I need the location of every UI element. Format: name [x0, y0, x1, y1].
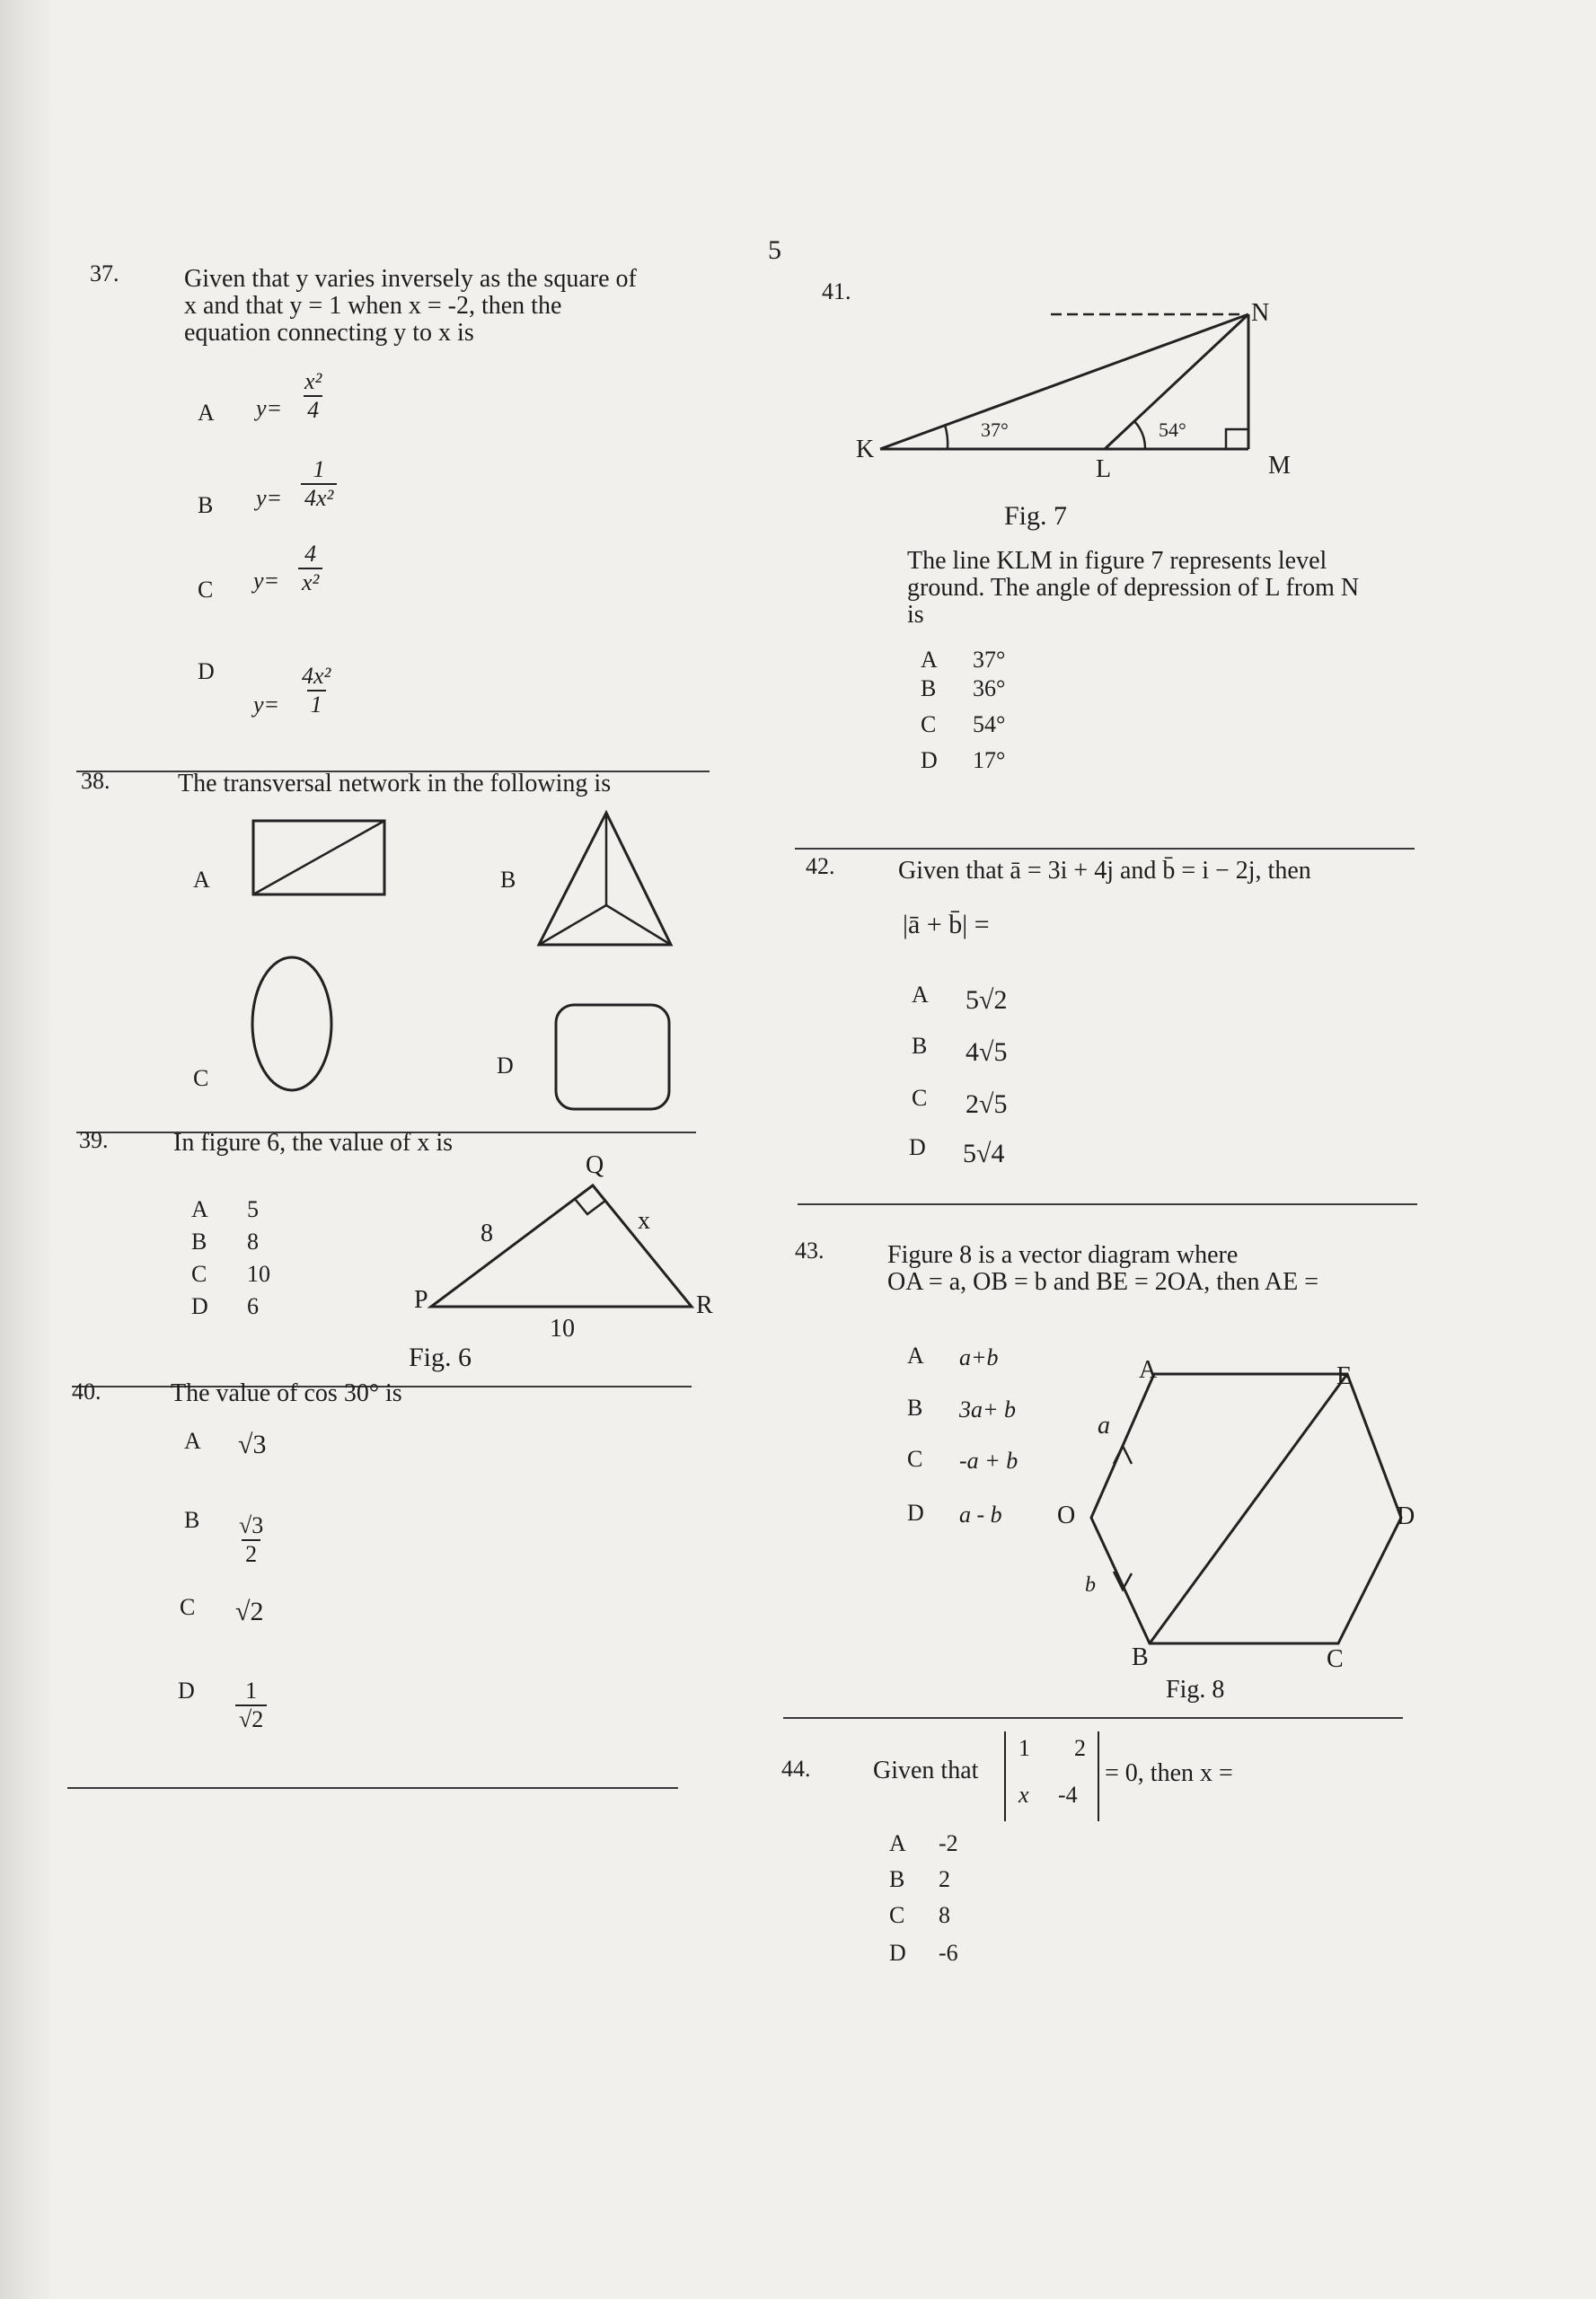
q37-option-b-prefix: y= [256, 485, 283, 511]
fig7-angle-k: 37° [981, 418, 1009, 441]
q38-option-c-letter: C [193, 1065, 209, 1091]
fig6-label-p: P [414, 1286, 428, 1314]
q43-option-b-value: 3a+ b [959, 1396, 1017, 1423]
q44-option-d-value: -6 [939, 1940, 958, 1966]
q38-option-c-ellipse-figure [247, 952, 337, 1096]
fig6-label-r: R [696, 1291, 713, 1319]
question-41-stem-line2: ground. The angle of depression of L from N [907, 574, 1360, 602]
fig8-label-o: O [1057, 1502, 1076, 1529]
figure-7-triangle [867, 296, 1289, 467]
fig8-vector-b: b [1085, 1573, 1096, 1597]
question-44-number: 44. [781, 1756, 811, 1782]
fig7-label-m: M [1268, 452, 1291, 480]
q37-option-c-prefix: y= [253, 568, 280, 594]
q44-option-d-letter: D [889, 1940, 906, 1966]
q43-option-a-value: a+b [959, 1344, 999, 1370]
question-44-stem-prefix: Given that [873, 1757, 979, 1784]
q40-option-c-letter: C [180, 1594, 196, 1620]
q40-option-d-denominator: √2 [235, 1704, 267, 1733]
divider-41-42 [795, 848, 1415, 850]
q40-option-b-numerator: √3 [239, 1512, 264, 1538]
q44-determinant [1004, 1731, 1099, 1821]
q37-option-d-numerator: 4x² [302, 663, 331, 689]
q44-option-a-value: -2 [939, 1830, 958, 1856]
q43-option-d-value: a - b [959, 1502, 1002, 1528]
question-41-stem-line3: is [907, 601, 924, 629]
q37-option-c-fraction [298, 541, 322, 596]
q39-option-c-value: 10 [247, 1261, 270, 1287]
q42-option-d-value: 5√4 [963, 1139, 1005, 1168]
q43-option-d-letter: D [907, 1500, 924, 1526]
q41-option-a-letter: A [921, 647, 938, 673]
q37-option-c-denominator: x² [298, 568, 322, 596]
question-39-number: 39. [79, 1127, 109, 1153]
divider-42-43 [798, 1203, 1417, 1205]
divider-43-44 [783, 1717, 1403, 1719]
q42-option-b-value: 4√5 [966, 1037, 1008, 1067]
question-37-stem-line2: x and that y = 1 when x = -2, then the [184, 292, 562, 320]
fig8-label-b: B [1132, 1643, 1149, 1671]
q40-option-d-letter: D [178, 1678, 195, 1704]
fig7-label-l: L [1096, 455, 1112, 483]
q40-option-a-value: √3 [238, 1430, 267, 1459]
q38-option-b-letter: B [500, 867, 516, 893]
question-37-stem-line1: Given that y varies inversely as the square of [184, 265, 637, 293]
question-39-stem: In figure 6, the value of x is [173, 1129, 454, 1157]
question-42-number: 42. [806, 853, 835, 879]
fig6-side-pq: 8 [481, 1220, 493, 1247]
q37-option-a-prefix: y= [256, 395, 283, 421]
q37-option-a-fraction [301, 368, 325, 424]
q44-option-b-value: 2 [939, 1866, 950, 1892]
q44-matrix-r2c2: -4 [1058, 1782, 1078, 1808]
q37-option-c-letter: C [198, 577, 214, 603]
q42-option-a-value: 5√2 [966, 985, 1008, 1015]
q41-option-d-value: 17° [973, 747, 1006, 773]
q42-option-c-letter: C [912, 1085, 928, 1111]
q37-option-b-denominator: 4x² [301, 483, 337, 512]
q40-option-b-letter: B [184, 1507, 200, 1533]
fig6-label-q: Q [586, 1151, 604, 1179]
q42-option-c-value: 2√5 [966, 1089, 1008, 1119]
question-42-stem: Given that ā = 3i + 4j and b̄ = i − 2j, then [898, 857, 1311, 885]
q43-option-a-letter: A [907, 1343, 924, 1369]
question-38-number: 38. [81, 768, 110, 794]
q39-option-b-letter: B [191, 1229, 207, 1255]
question-42-expression: |ā + b̄| = [903, 910, 990, 939]
q37-option-d-denominator: 1 [307, 690, 326, 718]
scan-shadow [0, 0, 54, 2299]
fig6-side-pr: 10 [550, 1315, 575, 1343]
question-38-stem: The transversal network in the following is [178, 770, 612, 797]
q42-option-d-letter: D [909, 1134, 926, 1160]
q37-option-a-letter: A [198, 400, 215, 426]
fig7-label-k: K [856, 436, 875, 463]
q37-option-c-numerator: 4 [304, 541, 317, 567]
question-44-stem-suffix: = 0, then x = [1105, 1759, 1233, 1787]
fig8-label-d: D [1397, 1502, 1415, 1530]
q39-option-c-letter: C [191, 1261, 207, 1287]
q37-option-b-fraction [301, 456, 337, 512]
q40-option-b-denominator: 2 [242, 1539, 260, 1568]
fig7-angle-l: 54° [1159, 418, 1186, 441]
q40-option-c-value: √2 [235, 1597, 264, 1626]
q38-option-d-rounded-square-figure [552, 1001, 674, 1114]
question-43-number: 43. [795, 1238, 824, 1264]
q39-option-a-value: 5 [247, 1196, 259, 1222]
q37-option-b-letter: B [198, 492, 214, 518]
q43-option-c-letter: C [907, 1446, 923, 1472]
fig8-label-a: A [1139, 1356, 1158, 1384]
q41-option-d-letter: D [921, 747, 938, 773]
question-40-number: 40. [72, 1379, 101, 1405]
question-41-stem-line1: The line KLM in figure 7 represents level [907, 547, 1327, 575]
q40-option-a-letter: A [184, 1428, 201, 1454]
question-37-stem-line3: equation connecting y to x is [184, 319, 474, 347]
q39-option-a-letter: A [191, 1196, 208, 1222]
q39-option-b-value: 8 [247, 1229, 259, 1255]
q40-option-b-fraction [235, 1512, 267, 1568]
fig8-vector-a: a [1098, 1412, 1110, 1440]
fig8-caption: Fig. 8 [1166, 1676, 1225, 1704]
figure-8-hexagon [1069, 1365, 1415, 1652]
q38-option-a-letter: A [193, 867, 210, 893]
q37-option-a-numerator: x² [304, 368, 322, 394]
q38-option-a-rectangle-figure [250, 817, 389, 900]
q44-matrix-r2c1: x [1018, 1782, 1029, 1808]
q42-option-a-letter: A [912, 982, 929, 1008]
q40-option-d-fraction [235, 1678, 267, 1733]
fig7-caption: Fig. 7 [1004, 501, 1068, 531]
q44-option-a-letter: A [889, 1830, 906, 1856]
question-41-number: 41. [822, 278, 851, 304]
fig6-side-qr: x [638, 1207, 650, 1235]
q44-option-b-letter: B [889, 1866, 905, 1892]
question-43-stem-line2: OA = a, OB = b and BE = 2OA, then AE = [887, 1268, 1319, 1296]
fig8-label-c: C [1327, 1645, 1344, 1673]
q40-option-d-numerator: 1 [245, 1678, 258, 1704]
question-37-number: 37. [90, 260, 119, 286]
question-43-stem-line1: Figure 8 is a vector diagram where [887, 1241, 1239, 1269]
q42-option-b-letter: B [912, 1033, 928, 1059]
q37-option-d-prefix: y= [253, 691, 280, 718]
q39-option-d-letter: D [191, 1293, 208, 1319]
q44-matrix-r1c2: 2 [1074, 1735, 1086, 1761]
divider-40-end [67, 1787, 678, 1789]
figure-6-triangle [422, 1167, 727, 1320]
q37-option-a-denominator: 4 [304, 395, 322, 424]
q44-option-c-letter: C [889, 1902, 905, 1928]
q41-option-c-value: 54° [973, 711, 1006, 737]
fig6-caption: Fig. 6 [409, 1343, 472, 1372]
q37-option-b-numerator: 1 [313, 456, 325, 482]
q44-option-c-value: 8 [939, 1902, 950, 1928]
q43-option-b-letter: B [907, 1395, 923, 1421]
q37-option-d-letter: D [198, 658, 215, 684]
q38-option-b-triangle-figure [534, 808, 678, 952]
q41-option-c-letter: C [921, 711, 937, 737]
q38-option-d-letter: D [497, 1053, 514, 1079]
q41-option-a-value: 37° [973, 647, 1006, 673]
q39-option-d-value: 6 [247, 1293, 259, 1319]
q41-option-b-letter: B [921, 675, 937, 701]
q37-option-d-fraction [298, 663, 334, 718]
q41-option-b-value: 36° [973, 675, 1006, 701]
page-number: 5 [768, 235, 781, 265]
q44-matrix-r1c1: 1 [1018, 1735, 1030, 1761]
question-40-stem: The value of cos 30° is [171, 1379, 402, 1407]
fig7-label-n: N [1251, 299, 1270, 327]
fig8-label-e: E [1336, 1362, 1353, 1390]
q43-option-c-value: -a + b [959, 1448, 1018, 1474]
